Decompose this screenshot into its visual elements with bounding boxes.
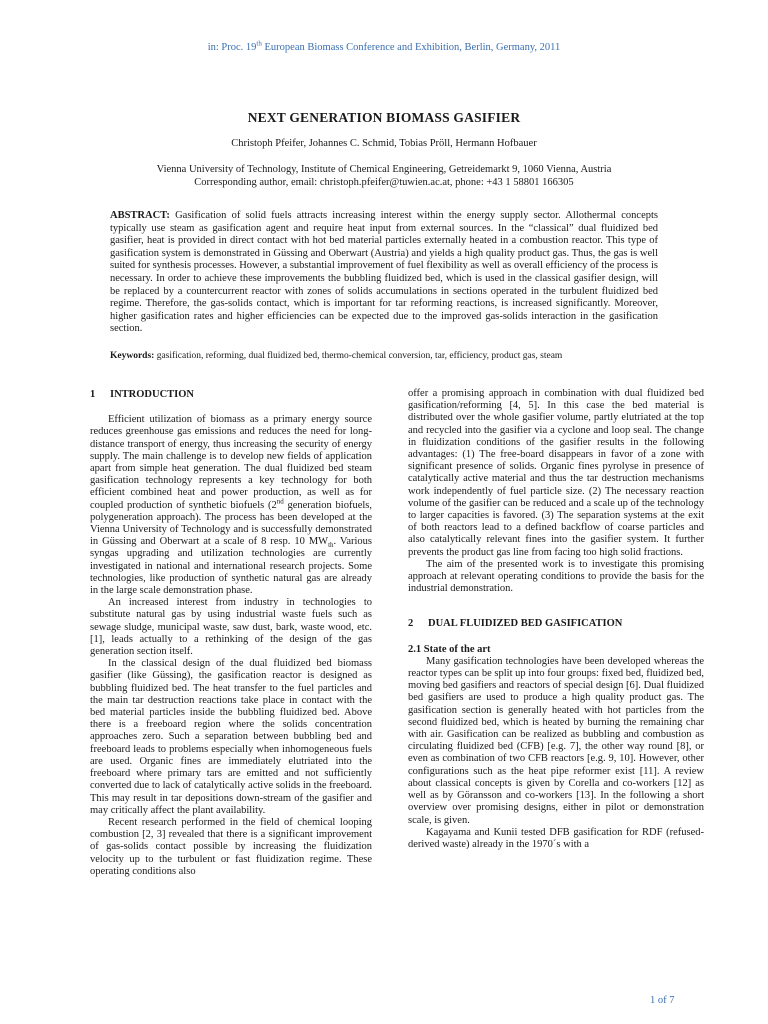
intro-paragraph-6: The aim of the presented work is to investigate this promising approach at relevant operating conditions to provide the basis for the industrial demonstration.	[408, 558, 704, 595]
affiliation	[0, 163, 768, 189]
left-column	[90, 388, 372, 878]
keywords	[110, 350, 658, 362]
keywords-label: Keywords:	[110, 351, 155, 361]
affiliation-line-2: Corresponding author, email: christoph.pfeifer@tuwien.ac.at, phone: +43 1 58801 166305	[194, 177, 574, 188]
intro-paragraph-2: An increased interest from industry in technologies to substitute natural gas by using industrial waste fuels such as sewage sludge, municipal waste, saw dust, bark, waste wood, etc. [1], leads actually to a rethinking of the design of the gas generation section itself.	[90, 597, 372, 658]
paper-title: NEXT GENERATION BIOMASS GASIFIER	[247, 110, 521, 125]
abstract	[110, 210, 658, 336]
affiliation-line-1: Vienna University of Technology, Institute of Chemical Engineering, Getreidemarkt 9, 1060 Vienna, Austria	[156, 164, 612, 175]
section-2-heading: 2 DUAL FLUIDIZED BED GASIFICATION	[408, 618, 623, 630]
abstract-text: Gasification of solid fuels attracts increasing interest within the energy supply sector. Allothermal concepts typically use steam as gasification agent and require heat input from external sources. In the “classical” dual fluidized bed gasifier, heat is provided in direct contact with hot bed material particles externally heated in a combustion reactor. This type of gasification system is demonstrated in Güssing and Oberwart (Austria) and yields a high quality product gas. Thus, the gas is well suited for synthesis processes. However, a substantial improvement of fuel flexibility as well as overall efficiency of the process is necessary. In order to achieve these improvements the bubbling fluidized bed, which is used in the classical gasifier design, will be replaced by a countercurrent reactor with zones of solids accumulations in sections operated in the turbulent fluidized bed regime. Therefore, the gas-solids contact, which is important for tar reforming reactions, is increased significantly. Moreover, higher gasification rates and higher efficiencies can be expected due to the improved gas-solids interaction in the gasification section.	[110, 210, 658, 335]
subsection-2-1-heading: 2.1 State of the art	[408, 643, 491, 655]
section-1-heading: 1 INTRODUCTION	[90, 389, 195, 400]
keywords-text: gasification, reforming, dual fluidized bed, thermo-chemical conversion, tar, efficiency, product gas, steam	[154, 351, 563, 361]
intro-paragraph-1: Efficient utilization of biomass as a primary energy source reduces greenhouse gas emissions and reduces the need for long-distance transport of energy, thus increasing the security of energy supply. The main challenge is to develop new fields of application apart from simple heat generation. The dual fluidized bed steam gasification technology represents a key technology for both efficient combined heat and power production, as well as for coupled production of synthetic biofuels (2nd generation biofuels, polygeneration approach). The process has been developed at the Vienna University of Technology and is successfully demonstrated in Güssing and Oberwart at a scale of 8 resp. 10 $MW_{th}$. Various syngas upgrading and utilization technologies are currently investigated in national and international research projects. Some technologies, like production of synthetic natural gas are already in the large scale demonstration phase.	[90, 414, 373, 597]
authors: Christoph Pfeifer, Johannes C. Schmid, Tobias Pröll, Hermann Hofbauer	[231, 138, 537, 149]
page-number: 1 of 7	[650, 995, 675, 1006]
intro-paragraph-3: In the classical design of the dual fluidized bed biomass gasifier (like Güssing), the gasification reactor is designed as bubbling fluidized bed. The heat transfer to the fuel particles and the main tar destruction reactions take place in contact with the bed material particles inside the bubbling fluidized bed. Above there is a freeboard region where the solids concentration approaches zero. Such a separation between bubbling bed and freeboard leads to problems especially when inhomogeneous fuels are used. Organic fines are immediately elutriated into the freeboard where primary tars are emitted and not sufficiently converted due to lack of catalytically active solids in the freeboard. This may result in tar depositions down-stream of the gasifier and may critically affect the plant availability.	[90, 658, 372, 816]
intro-paragraph-5: offer a promising approach in combination with dual fluidized bed gasification/reforming [4, 5]. In this case the bed material is distributed over the whole gasifier volume, partly elutriated at the top and recycled into the gasifier via a cyclone and loop seal. The change in fluidization conditions of the gasifier results in the following advantages: (1) The free-board disappears in favor of a zone with significant presence of solids. Organic fines pyrolyse in presence of catalytically active material and thus the tar destruction mechanisms work independently of fuel particle size. (2) The necessary reaction volume of the gasifier can be reduced and a scale up of the technology to larger capacities is favored. (3) The separation systems at the exit of both reactors lead to a defined backflow of coarse particles and also catalytically relevant fines into the gasifier system. It further prevents the product gas line from facing too high solid fractions.	[408, 388, 704, 558]
conference-header: in: Proc. 19th European Biomass Conference and Exhibition, Berlin, Germany, 2011	[207, 39, 561, 53]
abstract-label: ABSTRACT:	[110, 210, 170, 221]
section-2-paragraph-1: Many gasification technologies have been developed whereas the reactor types can be split up into four groups: fixed bed, fluidized bed, moving bed gasifiers and reactors of special design [6]. Dual fluidized bed gasifiers are used to produce a high quality product gas. The gasification section is generally heated with hot particles from the second fluidized bed, which is heated by burning the remaining char with air. Gasification can be realized as bubbling and combustion as circulating fluidized bed (CFB) [e.g. 7], the other way round [8], or even as combination of two CFB reactors [e.g. 9, 10]. However, other configurations such as the heat pipe reformer exist [11]. A review about classical concepts is given by Corella and co-workers [12] as well as by Göransson and co-workers [13]. In the following a short overview over promising designs, either in pilot or demonstration scale, is given.	[408, 655, 704, 826]
right-column	[408, 388, 704, 851]
intro-paragraph-4: Recent research performed in the field of chemical looping combustion [2, 3] revealed that there is a significant improvement of gas-solids contact possible by increasing the fluidization velocity up to the turbulent or fast fluidization regime. These operating conditions also	[90, 816, 372, 877]
section-2-paragraph-2: Kagayama and Kunii tested DFB gasification for RDF (refused-derived waste) already in the 1970´s with a	[408, 826, 704, 850]
